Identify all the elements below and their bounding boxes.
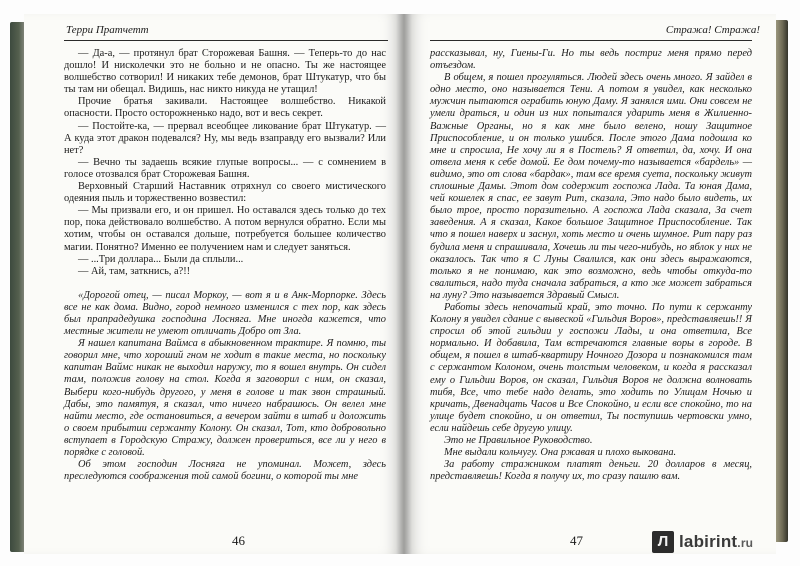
watermark (652, 531, 753, 553)
paragraph: — Да-а, — протянул брат Сторожевая Башня. — Теперь-то до нас дошло! И нисколечки это не больно и не опасно. Ты же настоящее волшебство сотворил! И никаких тебе демонов, брат Штукатур, что бы ты там ни обещал. Видишь, нас никто никуда не утащил! (64, 48, 386, 96)
paragraph: Мне выдали кольчугу. Она ржавая и плохо выкована. (444, 447, 677, 459)
page-number-left: 46 (232, 533, 245, 548)
paragraph: Работы здесь непочатый край, это точно. По пути к сержанту Колону я увидел сдание с вывеской «Гильдия Воров», представляешь!! Я спросил об этой гильдии у госпожи Лады, и она ответила, Все нормально. И добавила, Там встречаются главные воры в городе. В общем, я пошел в штаб-квартиру Ночного Дозора и познакомился там с сержантом Колоном, очень толстым человеком, и когда я рассказал ему о Гильдии Воров, он сказал, Гильдия Воров не должна волновать тибя, Все, что тебе надо делать, это ходить по Улицам Ночью и кричать, Двенадцать Часов и Все Спокойно, и если все спокойно, то на улице будет спокойно, и он ответил, Ты поступишь чертовски умно, если найдешь себе другую улицу. (430, 301, 752, 434)
letter-paragraph: Я нашел капитана Ваймса в абыкновенном трактире. Я помню, ты говорил мне, что хороший гном не ходит в такие места, но поскольку капитан Ваймс никак не выходил наружу, то я вошел внутрь. Он сидел там, положив голову на стол. Когда я заговорил с ним, он сказал, Выбери кого-нибудь другого, у меня в голове и так звон страшный. Дабы, это памятуя, я сказал, что ничего набрашюсь. Он велел мне найти место, где остановиться, а вечером зайти в штаб и доложить о своем прибытии сержанту Колону. Он сказал, Тот, кто добровольно вступает в Городскую Стражу, должен провериться, все ли у него в порядке с головой. (64, 338, 386, 458)
paragraph: — Вечно ты задаешь всякие глупые вопросы... — с сомнением в голосе отозвался брат Сторожевая Башня. (64, 156, 386, 180)
watermark-domain: .ru (737, 536, 754, 550)
paragraph: В общем, я пошел прогуляться. Людей здесь очень много. Я зайдел в одно место, оно называется Тени. А потом я увидел, как несколько мужчин пытаются ограбить юную Даму. Я занялся ими. Они совсем не умели драться, и один из них попытался ударить меня в Жилиенно-Важные Органы, но я как мне было велено, ношу Защитное Приспособление, и он только ушибся. После этого Дама подошла ко мне и спросила, Не хочу ли я в Постель? Я ответил, да, хочу. И она отвела меня к себе домой. Ее дом почему-то называется «бардель» — видимо, это от слова «бардак», там все время суета, поскольку живут сплошные Дамы. Этот дом содержит госпожа Лада. Та юная Дама, чей кошелек я спас, ее завут Рит, сказала, Это надо было видеть, их было трое, просто поразительно. А госпожа Лада сказала, За счет заведения. А я сказал, Какое большое Защитное Приспособление. Так что я пошел наверх и заснул, хоть место и очень шумное. Рит пару раз будила меня и спрашивала, Хочешь ли ты чего-нибудь, но яблок у них не оказалось. Так что я С Луны Свалился, как они здесь выражаются, только я не понимаю, как это возможно, ведь чтобы откуда-то свалиться, надо туда сначала забраться, а кто же может забраться на луну? Это называется Здравый Смысл. (430, 72, 752, 301)
paragraph: — Ай, там, заткнись, а?!! (78, 265, 191, 277)
section-spacer (64, 278, 386, 290)
header-rule-left (64, 40, 388, 41)
page-number-right: 47 (570, 533, 583, 548)
watermark-text (679, 532, 753, 552)
paragraph: Это не Правильное Руководство. (444, 435, 593, 446)
running-head-left: Терри Пратчетт (66, 24, 149, 36)
running-head-right: Стража! Стража! (665, 24, 760, 36)
watermark-site: labirint (679, 532, 738, 551)
paragraph: Верховный Старший Наставник отряхнул со своего мистического одеяния пыль и торжественно возвестил: (64, 181, 386, 205)
paragraph: — Постойте-ка, — прервал всеобщее ликование брат Штукатур. — А куда этот дракон подевался? Ну, мы ведь взаправду его вызвали? Или нет? (64, 120, 386, 156)
book-gutter (396, 14, 412, 554)
left-text-column (64, 48, 386, 483)
paragraph: — Мы призвали его, и он пришел. Но оставался здесь только до тех пор, пока действовало волшебство. А потом вернулся обратно. Если мы хотим, чтобы он оставался дольше, потребуется большее количество магии. Понятно? Именно ее получением нам и следует заняться. (64, 205, 386, 253)
header-rule-right (430, 40, 752, 41)
book-cover-edge-right (774, 20, 788, 542)
paragraph: Прочие братья закивали. Настоящее волшебство. Никакой опасности. Просто осторожненько надо, вот и весь секрет. (64, 96, 386, 120)
paragraph: — ...Три доллара... Были да сплыли... (78, 253, 244, 265)
right-text-column (430, 48, 752, 483)
letter-paragraph: «Дорогой отец, — писал Моркоу, — вот я и в Анк-Морпорке. Здесь все не как дома. Видно, город немного изменился с тех пор, как здесь был прапрадедушка господина Лосняга. Мне иногда кажется, что местные жители не умеют отличать Добро от Зла. (64, 289, 386, 338)
labirint-logo-icon: Л (652, 531, 674, 553)
letter-paragraph: Об этом господин Лосняга не упоминал. Может, здесь преследуются соображения той самой богини, о которой ты мне (64, 459, 386, 483)
paragraph: За работу стражником платят деньги. 20 долларов в месяц, представляешь! Когда я получу их, то сразу пашлю вам. (430, 459, 752, 483)
paragraph: рассказывал, ну, Гиены-Ги. Но ты ведь постриг меня прямо перед отъездом. (430, 48, 752, 72)
